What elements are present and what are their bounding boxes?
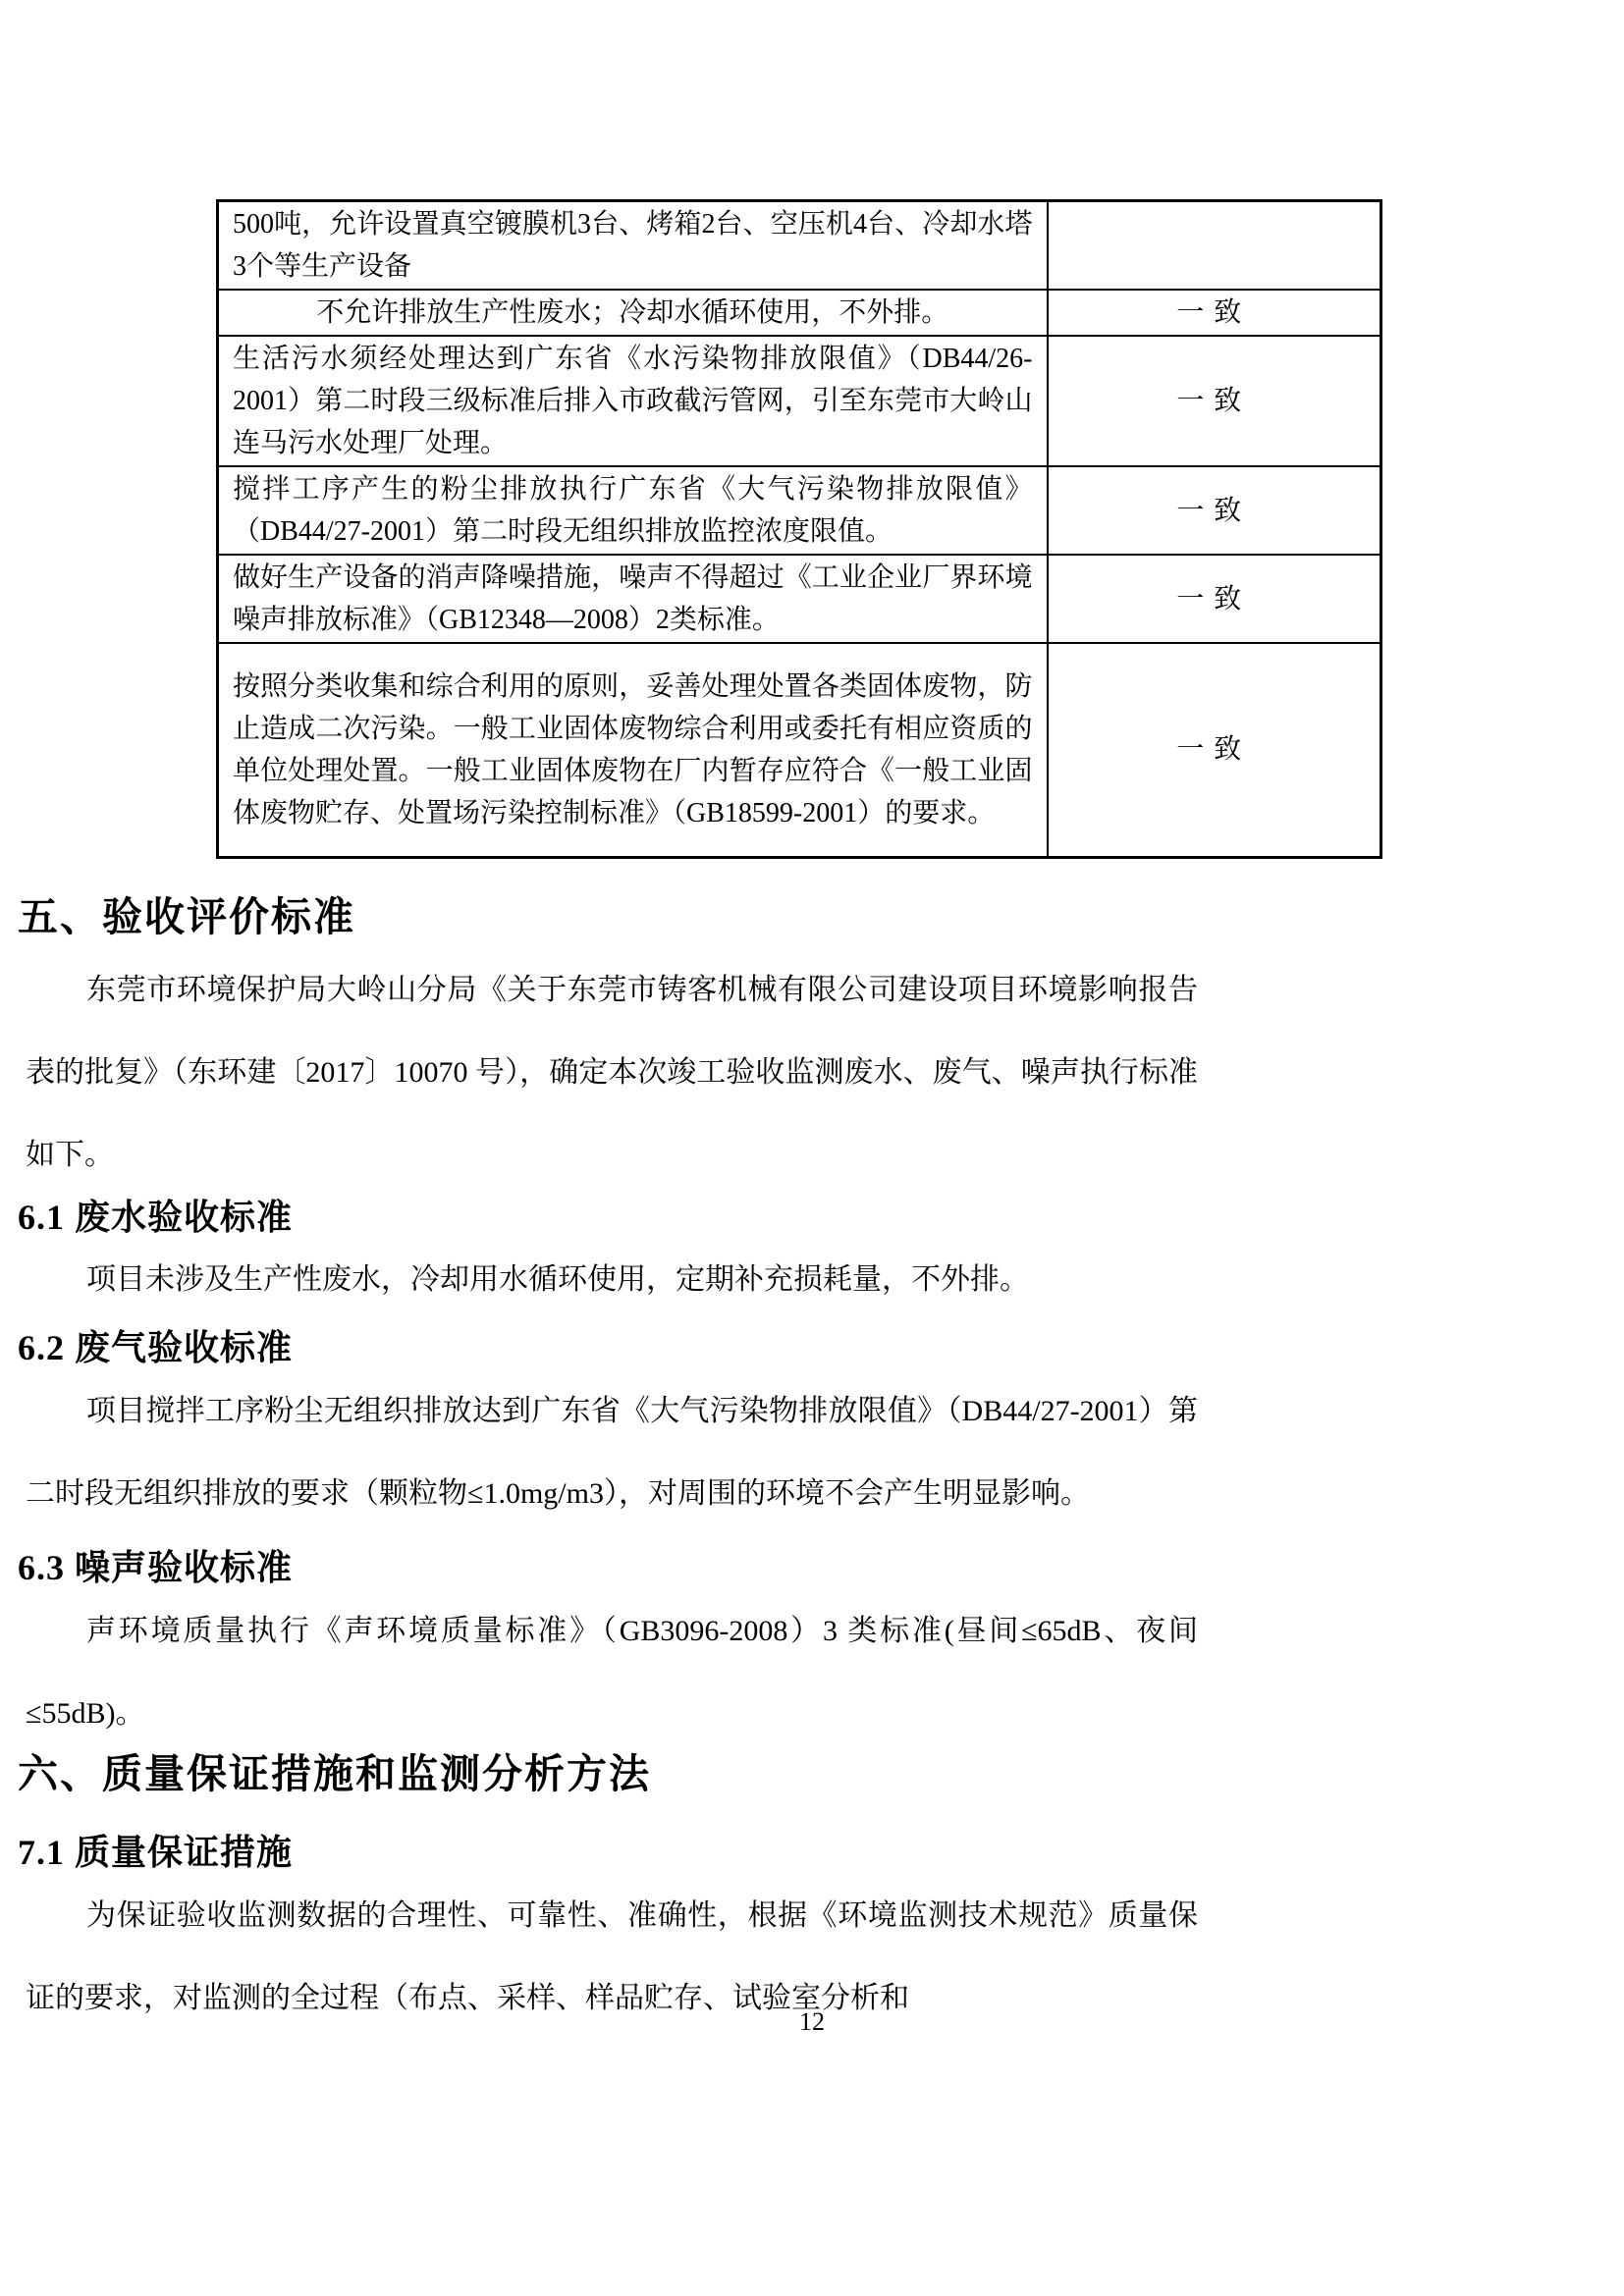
- table-row: [218, 290, 1381, 336]
- section-heading-5: 五、验收评价标准: [18, 893, 355, 939]
- requirement-cell: 500吨，允许设置真空镀膜机3台、烤箱2台、空压机4台、冷却水塔3个等生产设备: [218, 201, 1048, 291]
- section-6-1-paragraph: 项目未涉及生产性废水，冷却用水循环使用，定期补充损耗量，不外排。: [86, 1263, 1029, 1297]
- section-7-1-paragraph: 为保证验收监测数据的合理性、可靠性、准确性，根据《环境监测技术规范》质量保证的要求，对监测的全过程（布点、采样、样品贮存、试验室分析和: [26, 1899, 1198, 2015]
- result-cell: 一致: [1048, 466, 1381, 555]
- compliance-table: [216, 199, 1382, 859]
- table-row: [218, 466, 1381, 555]
- section-heading-6: 六、质量保证措施和监测分析方法: [18, 1751, 651, 1797]
- section-6-2-paragraph: 项目搅拌工序粉尘无组织排放达到广东省《大气污染物排放限值》（DB44/27-2001）第二时段无组织排放的要求（颗粒物≤1.0mg/m3），对周围的环境不会产生明显影响。: [26, 1395, 1198, 1511]
- section-heading-6-3: 6.3 噪声验收标准: [18, 1548, 294, 1588]
- result-cell: 一致: [1048, 290, 1381, 336]
- section-heading-6-2: 6.2 废气验收标准: [18, 1328, 294, 1368]
- requirement-cell: 生活污水须经处理达到广东省《水污染物排放限值》（DB44/26-2001）第二时段三级标准后排入市政截污管网，引至东莞市大岭山连马污水处理厂处理。: [218, 336, 1048, 466]
- requirement-cell: 做好生产设备的消声降噪措施，噪声不得超过《工业企业厂界环境噪声排放标准》（GB12348—2008）2类标准。: [218, 555, 1048, 643]
- requirement-cell: 搅拌工序产生的粉尘排放执行广东省《大气污染物排放限值》（DB44/27-2001）第二时段无组织排放监控浓度限值。: [218, 466, 1048, 555]
- section-heading-6-1: 6.1 废水验收标准: [18, 1197, 294, 1237]
- table-row: [218, 201, 1381, 291]
- requirement-cell: 不允许排放生产性废水；冷却水循环使用，不外排。: [218, 290, 1048, 336]
- section-6-3-paragraph: 声环境质量执行《声环境质量标准》（GB3096-2008）3 类标准(昼间≤65dB、夜间≤55dB)。: [26, 1615, 1198, 1731]
- result-cell: 一致: [1048, 643, 1381, 857]
- page-number: 12: [799, 2007, 825, 2037]
- result-cell: 一致: [1048, 336, 1381, 466]
- section-5-paragraph: 东莞市环境保护局大岭山分局《关于东莞市铸客机械有限公司建设项目环境影响报告表的批复》（东环建〔2017〕10070 号），确定本次竣工验收监测废水、废气、噪声执行标准如下。: [26, 973, 1198, 1171]
- table-row: [218, 555, 1381, 643]
- requirement-cell: 按照分类收集和综合利用的原则，妥善处理处置各类固体废物，防止造成二次污染。一般工业固体废物综合利用或委托有相应资质的单位处理处置。一般工业固体废物在厂内暂存应符合《一般工业固体废物贮存、处置场污染控制标准》（GB18599-2001）的要求。: [218, 643, 1048, 857]
- table-row: [218, 336, 1381, 466]
- result-cell: 一致: [1048, 555, 1381, 643]
- section-heading-7-1: 7.1 质量保证措施: [18, 1833, 294, 1873]
- table-row: [218, 643, 1381, 857]
- result-cell: [1048, 201, 1381, 291]
